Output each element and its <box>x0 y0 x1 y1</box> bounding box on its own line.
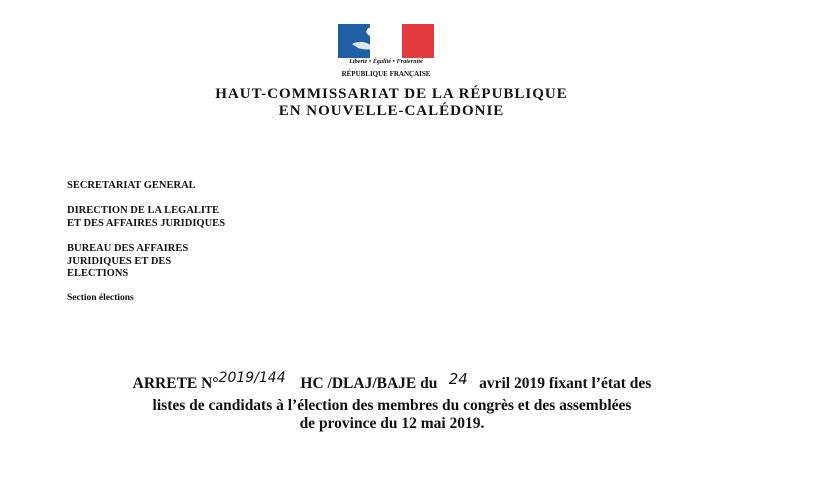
decree-line1-suffix: avril 2019 fixant l’état des <box>475 375 652 392</box>
republic-motto: Liberté • Égalité • Fraternité <box>349 59 423 65</box>
bureau-block <box>67 243 188 281</box>
decree-prefix: ARRETE N° <box>132 375 219 392</box>
decree-title-line3: de province du 12 mai 2019. <box>299 415 485 432</box>
decree-reference: HC /DLAJ/BAJE du <box>296 375 442 392</box>
decree-title-line1 <box>0 370 784 394</box>
bureau-line3: ELECTIONS <box>67 268 129 279</box>
institution-title-line1: HAUT-COMMISSARIAT DE LA RÉPUBLIQUE <box>215 86 568 102</box>
direction-line1: DIRECTION DE LA LEGALITE <box>67 205 219 216</box>
direction-block <box>67 205 225 230</box>
institution-title-line2: EN NOUVELLE-CALÉDONIE <box>278 103 505 119</box>
republic-name: RÉPUBLIQUE FRANÇAISE <box>341 70 431 78</box>
bureau-line2: JURIDIQUES ET DES <box>67 255 172 267</box>
bureau-line1: BUREAU DES AFFAIRES <box>67 243 189 254</box>
decree-title-line2: listes de candidats à l’élection des membres du congrès et des assemblées <box>152 397 632 414</box>
handwritten-decree-number: 2019/144 <box>218 370 286 386</box>
marianne-flag-icon <box>338 24 434 58</box>
direction-line2: ET DES AFFAIRES JURIDIQUES <box>67 217 226 229</box>
section-text: Section élections <box>67 293 134 303</box>
handwritten-day: 24 <box>448 370 468 388</box>
secretariat-label: SECRETARIAT GENERAL <box>67 180 196 191</box>
secretariat-general <box>67 180 196 193</box>
marianne-logo <box>336 24 436 82</box>
section-label <box>67 292 134 305</box>
